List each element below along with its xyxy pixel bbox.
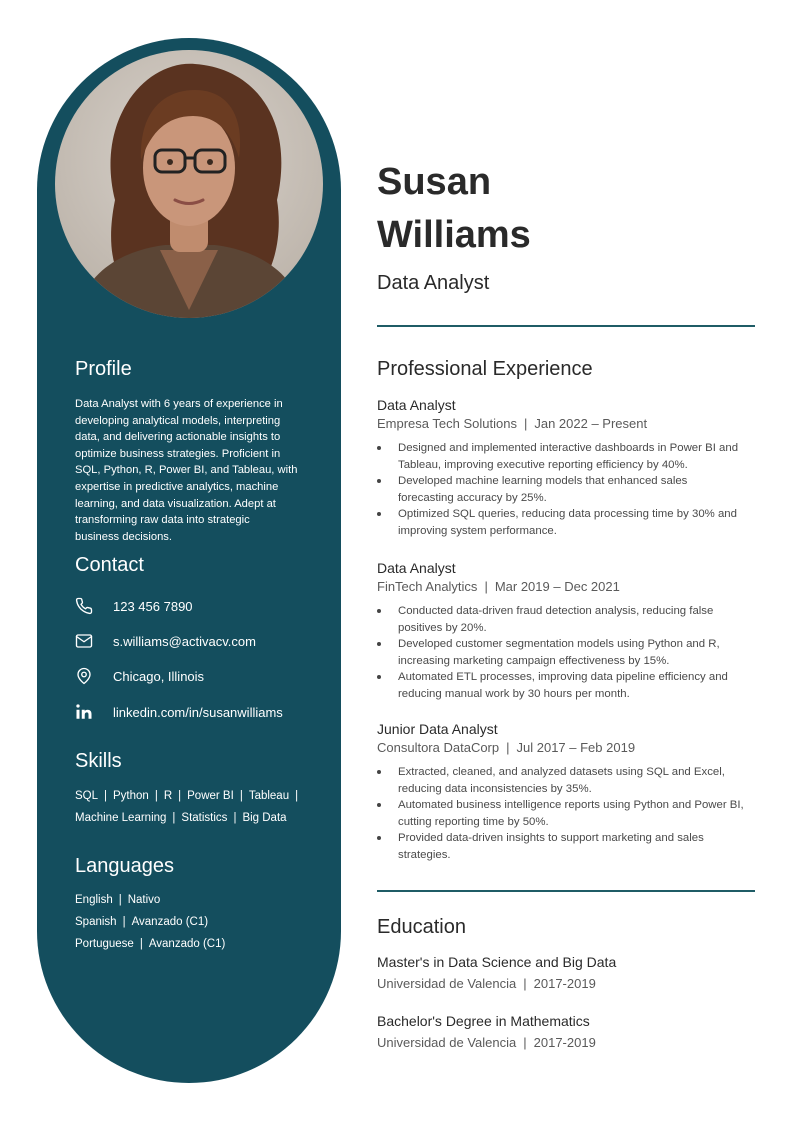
job-bullet <box>377 440 757 473</box>
bullet-line: positives by 20%. <box>398 621 487 634</box>
job-title: Data Analyst <box>377 397 456 413</box>
contact-email-text: s.williams@activacv.com <box>113 633 256 649</box>
job-bullet <box>377 636 757 669</box>
bullet-line: reducing data inconsistencies by 35%. <box>398 782 592 795</box>
email-icon <box>75 632 93 650</box>
education-entry <box>377 953 616 993</box>
education-school: Universidad de Valencia <box>377 1035 517 1050</box>
contact-linkedin[interactable] <box>75 701 283 723</box>
job-company: Empresa Tech Solutions <box>377 416 517 431</box>
skill-item: R <box>163 790 173 802</box>
bullet-line: Conducted data-driven fraud detection analysis, reducing false <box>398 605 714 617</box>
bullet-line: improving system performance. <box>398 524 557 537</box>
contact-location-text: Chicago, Illinois <box>113 668 205 684</box>
skill-item: Big Data <box>242 812 287 824</box>
skill-item: Tableau <box>248 790 290 802</box>
skills-row-1: SQL | Python | R | Power BI | Tableau | <box>75 790 299 802</box>
profile-line: developing analytical models, interpreting <box>75 414 281 427</box>
languages-heading: Languages <box>75 855 174 877</box>
job-bullet <box>377 603 757 636</box>
language-item: Spanish | Avanzado (C1) <box>75 916 209 928</box>
education-school: Universidad de Valencia <box>377 976 517 991</box>
candidate-name <box>377 156 531 262</box>
language-name: Portuguese <box>75 938 134 950</box>
last-name: Williams <box>377 214 531 256</box>
language-level: Avanzado (C1) <box>131 916 209 928</box>
job-company: Consultora DataCorp <box>377 740 500 755</box>
education-heading: Education <box>377 916 466 938</box>
job-company: FinTech Analytics <box>377 579 478 594</box>
skill-item: SQL <box>75 790 99 802</box>
education-years: 2017-2019 <box>533 976 596 991</box>
job-meta: Consultora DataCorp | Jul 2017 – Feb 2019 <box>377 740 636 755</box>
profile-line: expertise in predictive analytics, machine <box>75 480 279 493</box>
job-entry <box>377 396 757 540</box>
education-degree: Master's in Data Science and Big Data <box>377 954 617 970</box>
profile-line: optimize business strategies. Proficient in <box>75 447 281 460</box>
profile-line: SQL, Python, R, Power BI, and Tableau, with <box>75 464 298 477</box>
language-name: English <box>75 894 113 906</box>
bullet-line: Developed customer segmentation models using Python and R, <box>398 638 720 651</box>
education-meta: Universidad de Valencia | 2017-2019 <box>377 976 596 991</box>
job-entry <box>377 559 757 703</box>
job-bullet <box>377 830 757 863</box>
bullet-line: cutting reporting time by 50%. <box>398 815 549 828</box>
bullet-line: Automated ETL processes, improving data pipeline efficiency and <box>398 671 728 684</box>
job-dates: Jan 2022 – Present <box>534 416 648 431</box>
language-level: Nativo <box>127 894 161 906</box>
bullet-line: Optimized SQL queries, reducing data processing time by 30% and <box>398 508 737 521</box>
bullet-line: forecasting accuracy by 25%. <box>398 491 547 504</box>
bullet-line: Designed and implemented interactive dashboards in Power BI and <box>398 442 739 454</box>
contact-phone-text: 123 456 7890 <box>113 598 193 614</box>
experience-heading: Professional Experience <box>377 358 593 380</box>
job-title: Junior Data Analyst <box>377 721 498 737</box>
skill-item: Statistics <box>181 812 228 824</box>
job-meta: FinTech Analytics | Mar 2019 – Dec 2021 <box>377 579 620 594</box>
profile-summary <box>75 396 307 545</box>
phone-icon <box>75 597 93 615</box>
job-bullet <box>377 506 757 539</box>
education-degree: Bachelor's Degree in Mathematics <box>377 1013 590 1029</box>
job-bullet <box>377 764 757 797</box>
language-item: Portuguese | Avanzado (C1) <box>75 938 226 950</box>
candidate-role: Data Analyst <box>377 272 490 294</box>
bullet-line: increasing marketing campaign effectiveness by 15%. <box>398 654 670 667</box>
profile-line: learning, and data visualization. Adept at <box>75 497 276 510</box>
bullet-line: Tableau, improving executive reporting efficiency by 40%. <box>398 458 688 471</box>
divider <box>377 325 755 327</box>
skills-row-2: Machine Learning | Statistics | Big Data <box>75 812 287 824</box>
profile-photo <box>55 50 323 318</box>
education-entry <box>377 1012 596 1052</box>
language-item: English | Nativo <box>75 894 161 906</box>
job-meta: Empresa Tech Solutions | Jan 2022 – Present <box>377 416 648 431</box>
job-bullet <box>377 797 757 830</box>
job-bullet <box>377 473 757 506</box>
profile-line: transforming raw data into strategic <box>75 514 250 527</box>
bullet-line: strategies. <box>398 848 451 861</box>
contact-heading: Contact <box>75 554 144 576</box>
contact-phone[interactable] <box>75 595 193 617</box>
job-bullets <box>377 603 757 703</box>
skill-item: Power BI <box>187 790 234 802</box>
language-name: Spanish <box>75 916 117 928</box>
skill-item: Machine Learning <box>75 812 167 824</box>
bullet-line: Provided data-driven insights to support marketing and sales <box>398 832 704 845</box>
bullet-line: Developed machine learning models that enhanced sales <box>398 475 688 488</box>
profile-heading: Profile <box>75 358 132 380</box>
job-bullet <box>377 669 757 702</box>
job-bullets <box>377 440 757 540</box>
contact-email[interactable] <box>75 630 256 652</box>
job-dates: Mar 2019 – Dec 2021 <box>494 579 620 594</box>
profile-line: business decisions. <box>75 530 173 543</box>
bullet-line: Automated business intelligence reports using Python and Power BI, <box>398 799 744 812</box>
job-entry <box>377 720 757 864</box>
skill-item: Python <box>113 790 149 802</box>
education-meta: Universidad de Valencia | 2017-2019 <box>377 1035 596 1050</box>
job-dates: Jul 2017 – Feb 2019 <box>516 740 636 755</box>
skills-heading: Skills <box>75 750 122 772</box>
job-title: Data Analyst <box>377 560 456 576</box>
contact-linkedin-text: linkedin.com/in/susanwilliams <box>113 704 283 720</box>
profile-line: Data Analyst with 6 years of experience in <box>75 398 283 410</box>
location-icon <box>75 667 93 685</box>
contact-location <box>75 665 204 687</box>
job-bullets <box>377 764 757 864</box>
language-level: Avanzado (C1) <box>148 938 226 950</box>
divider <box>377 890 755 892</box>
bullet-line: Extracted, cleaned, and analyzed datasets using SQL and Excel, <box>398 766 725 778</box>
education-years: 2017-2019 <box>533 1035 596 1050</box>
linkedin-icon <box>75 703 93 721</box>
first-name: Susan <box>377 161 492 203</box>
bullet-line: reducing manual work by 30 hours per month. <box>398 687 630 700</box>
profile-line: data, and delivering actionable insights to <box>75 431 281 444</box>
